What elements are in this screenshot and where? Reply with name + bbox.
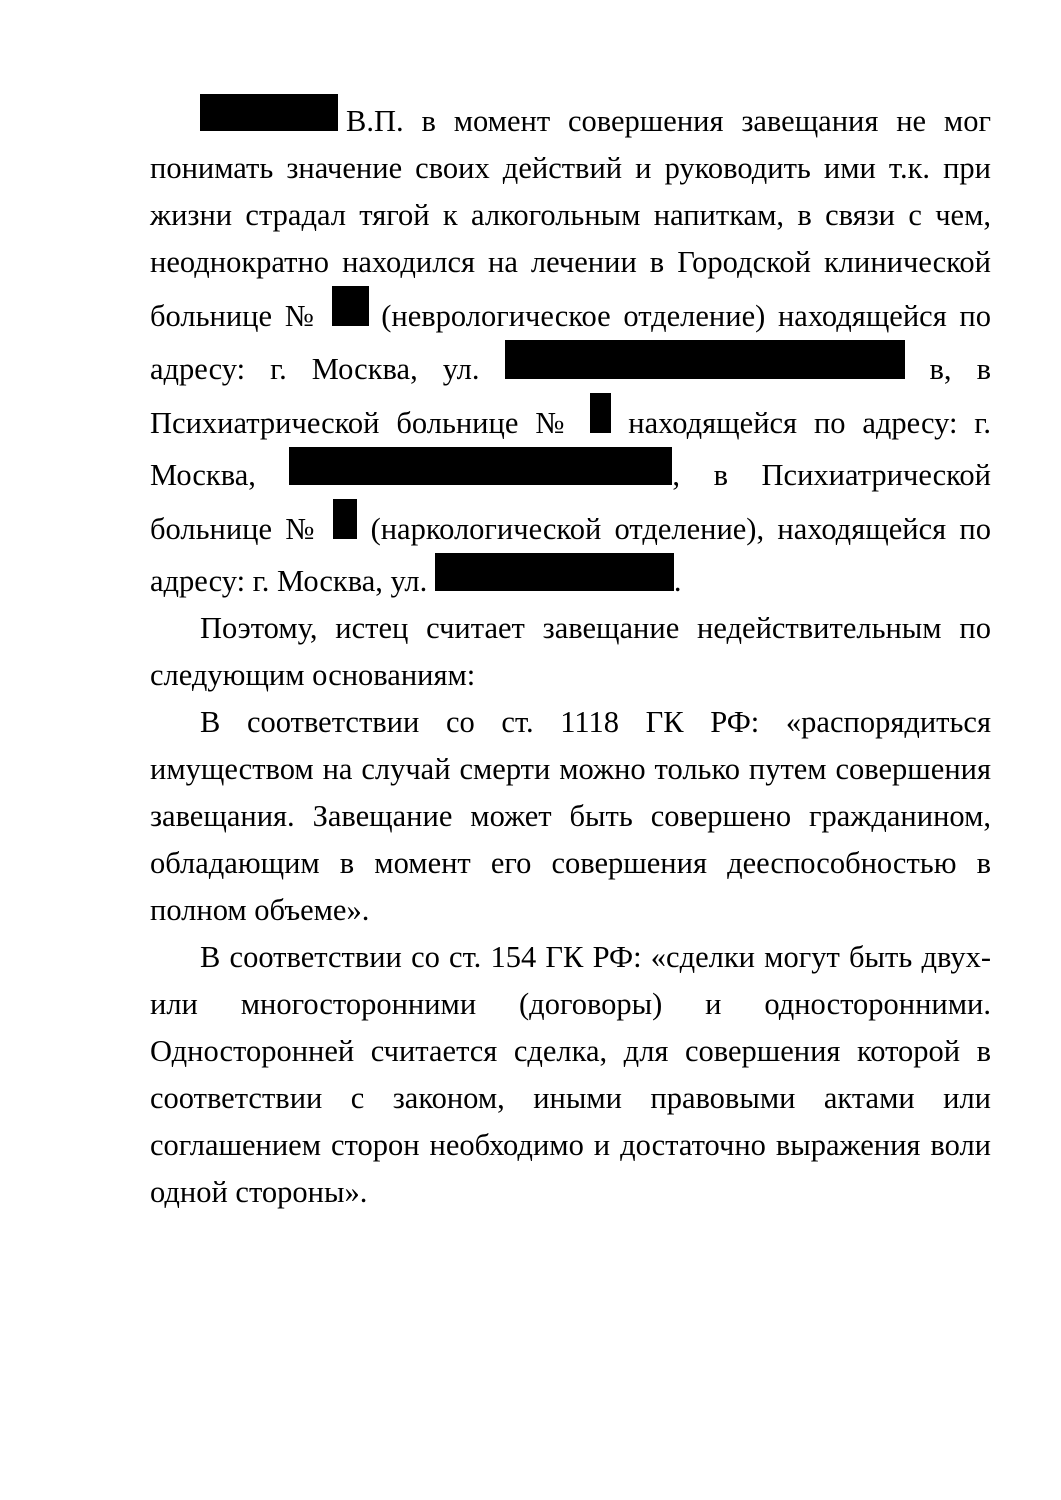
- redaction-bar-hospital-number-2: [590, 393, 611, 433]
- document-text-body: [150, 94, 991, 1216]
- paragraph-conclusion: Поэтому, истец считает завещание недействительным по следующим основаниям:: [150, 611, 991, 692]
- paragraph-incapacity-text-g: .: [673, 564, 682, 598]
- paragraph-incapacity-text-f: (наркологической отделение), находящейся по адресу: г. Москва, ул.: [150, 512, 991, 598]
- redaction-bar-hospital-number-3: [333, 499, 357, 539]
- redaction-bar-surname: [200, 94, 338, 131]
- paragraph-incapacity-text-b: (неврологическое отделение) находящейся по адресу: г. Москва, ул.: [150, 299, 991, 386]
- redaction-bar-address-3: [435, 553, 674, 591]
- paragraph-article-1118: В соответствии со ст. 1118 ГК РФ: «распорядиться имуществом на случай смерти можно только путем совершения завещания. Завещание может быть совершено гражданином, обладающим в момент его совершения дееспособностью в полном объеме».: [150, 705, 991, 927]
- paragraph-article-154: В соответствии со ст. 154 ГК РФ: «сделки могут быть двух- или многосторонними (договоры) и односторонними. Односторонней считается сделка, для совершения которой в соответствии с законом, иными правовыми актами или соглашением сторон необходимо и достаточно выражения воли одной стороны».: [150, 940, 991, 1209]
- redaction-bar-address-2: [289, 447, 672, 485]
- paragraph-incapacity-text-e: , в Психиатрической больнице №: [150, 458, 991, 546]
- paragraph-incapacity-text-d: находящейся по адресу: г. Москва,: [150, 406, 991, 492]
- paragraph-incapacity: [150, 94, 991, 605]
- redaction-bar-hospital-number-1: [332, 286, 369, 326]
- redaction-bar-address-1: [505, 340, 905, 379]
- paragraph-incapacity-text-a: В.П. в момент совершения завещания не мог понимать значение своих действий и руководить ими т.к. при жизни страдал тягой к алкогольным напиткам, в связи с чем, неоднократно находился на лечении в Городской клинической больнице №: [150, 104, 991, 333]
- paragraph-incapacity-text-c: в, в Психиатрической больнице №: [150, 352, 991, 440]
